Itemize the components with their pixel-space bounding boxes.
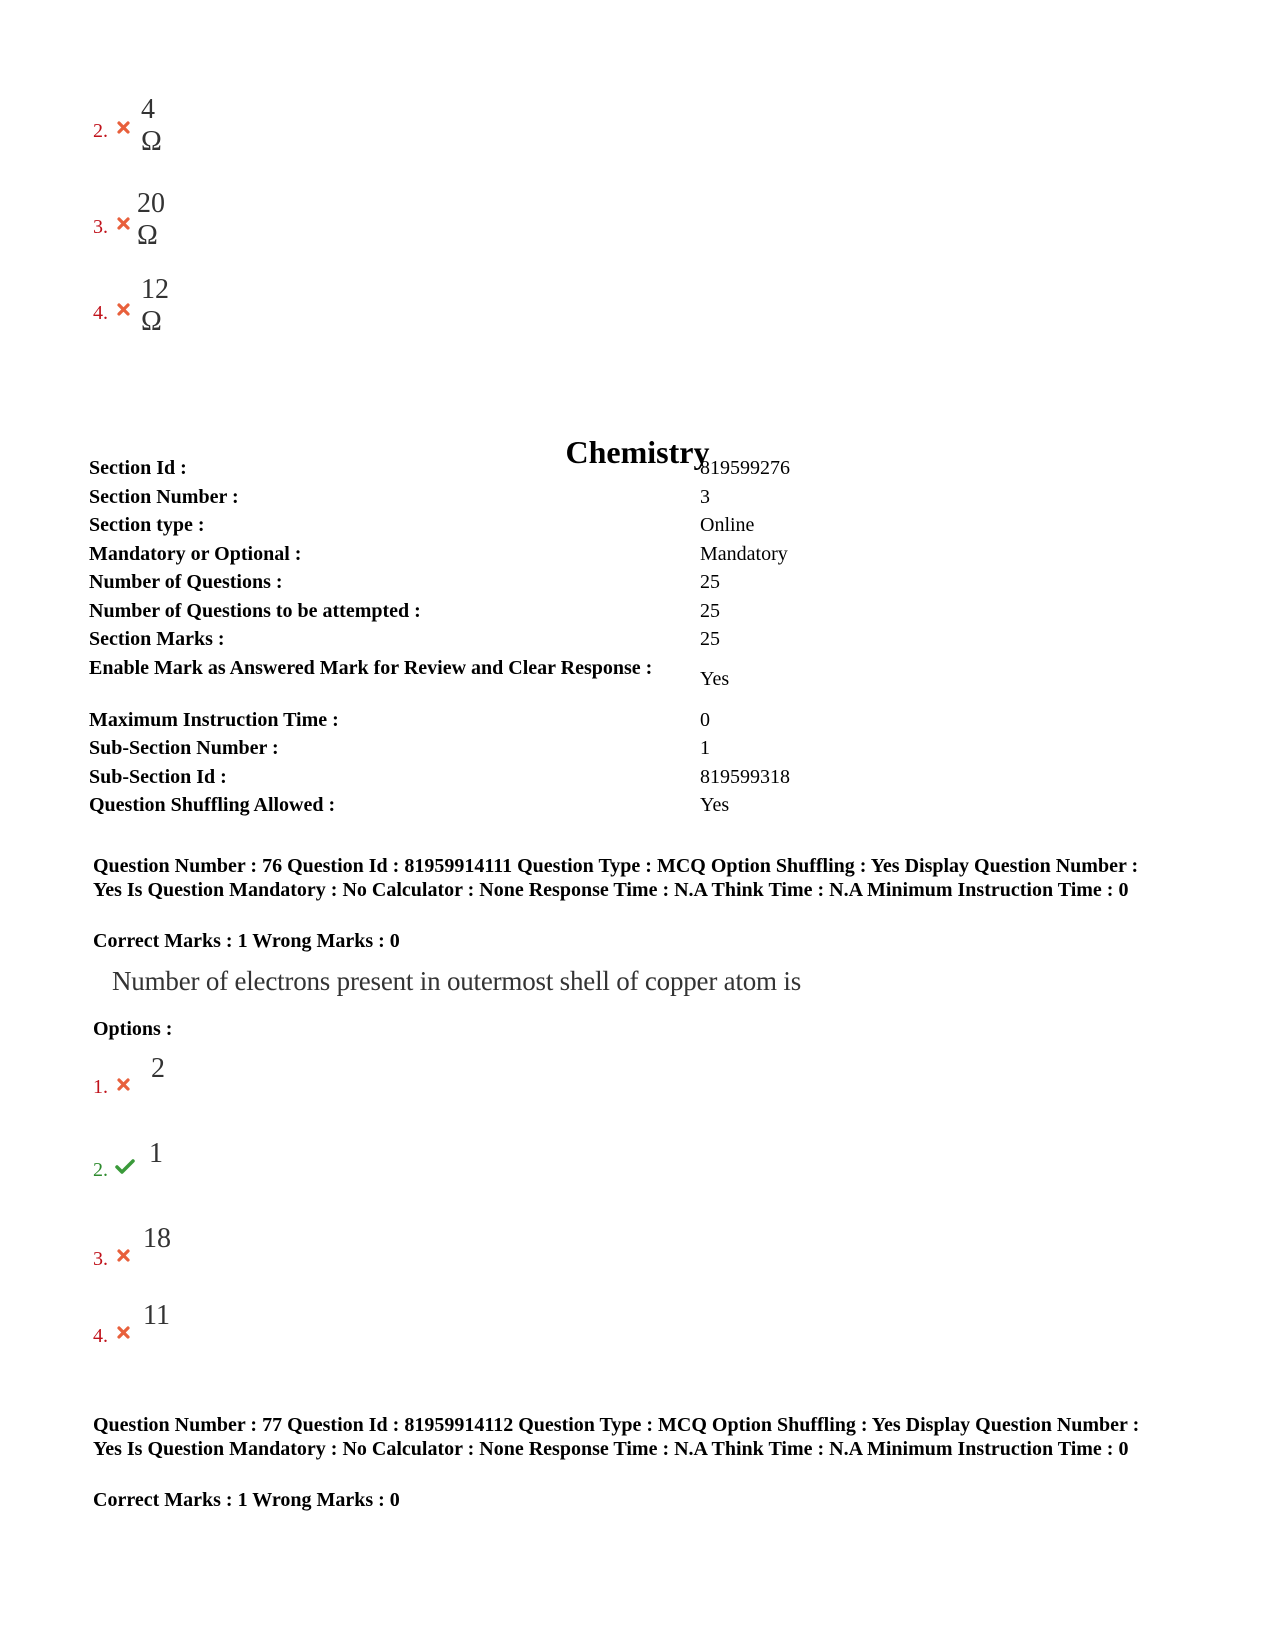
option-number: 1. (93, 1076, 108, 1098)
info-value: 819599318 (700, 766, 790, 788)
options-label: Options : (93, 1018, 173, 1040)
cross-icon (117, 217, 130, 230)
checkmark-icon (115, 1159, 135, 1175)
info-value: 0 (700, 709, 710, 731)
question-meta: Question Number : 76 Question Id : 81959914111 Question Type : MCQ Option Shuffling : Yes Display Question Number : Yes Is Question Mandatory : No Calculator : None Response Time : N.A Think Time : N.A Minimum Instruction Time : 0 (93, 855, 1139, 901)
question-marks: Correct Marks : 1 Wrong Marks : 0 (93, 930, 400, 952)
cross-icon (117, 303, 130, 316)
info-label: Section Id : (89, 457, 187, 479)
info-label: Section Number : (89, 486, 239, 508)
question-text: Number of electrons present in outermost shell of copper atom is (112, 966, 802, 996)
option-number: 2. (93, 1159, 108, 1181)
info-value: Yes (700, 794, 730, 816)
info-value: 25 (700, 628, 720, 650)
info-label: Section Marks : (89, 628, 225, 650)
info-label: Number of Questions : (89, 571, 283, 593)
option-value: 18 (143, 1223, 171, 1254)
info-value: Online (700, 514, 755, 536)
info-value: 25 (700, 600, 720, 622)
info-label: Sub-Section Number : (89, 737, 279, 759)
section-title: Chemistry (565, 434, 710, 470)
info-value: 819599276 (700, 457, 790, 479)
cross-icon (117, 1078, 130, 1091)
option-value: 12 Ω (141, 274, 169, 337)
cross-icon (117, 121, 130, 134)
info-label: Question Shuffling Allowed : (89, 794, 336, 816)
question-meta: Question Number : 77 Question Id : 81959914112 Question Type : MCQ Option Shuffling : Yes Display Question Number : Yes Is Question Mandatory : No Calculator : None Response Time : N.A Think Time : N.A Minimum Instruction Time : 0 (93, 1414, 1140, 1460)
question-marks: Correct Marks : 1 Wrong Marks : 0 (93, 1489, 400, 1511)
info-value: Yes (700, 668, 730, 690)
option-number: 4. (93, 1325, 108, 1347)
info-label: Number of Questions to be attempted : (89, 600, 421, 622)
option-value: 11 (143, 1300, 170, 1331)
option-value: 4 Ω (141, 94, 162, 157)
info-label: Sub-Section Id : (89, 766, 227, 788)
option-number: 3. (93, 1248, 108, 1270)
option-value: 20 Ω (137, 188, 165, 251)
info-value: 3 (700, 486, 710, 508)
info-value: Mandatory (700, 543, 788, 565)
cross-icon (117, 1326, 130, 1339)
info-value: 1 (700, 737, 710, 759)
option-value: 1 (149, 1138, 163, 1169)
info-label: Mandatory or Optional : (89, 543, 302, 565)
info-label: Maximum Instruction Time : (89, 709, 339, 731)
option-number: 3. (93, 216, 108, 238)
info-label: Section type : (89, 514, 205, 536)
cross-icon (117, 1249, 130, 1262)
option-value: 2 (151, 1053, 165, 1084)
info-value: 25 (700, 571, 720, 593)
option-number: 2. (93, 120, 108, 142)
option-number: 4. (93, 302, 108, 324)
info-label: Enable Mark as Answered Mark for Review and Clear Response : (89, 657, 653, 679)
